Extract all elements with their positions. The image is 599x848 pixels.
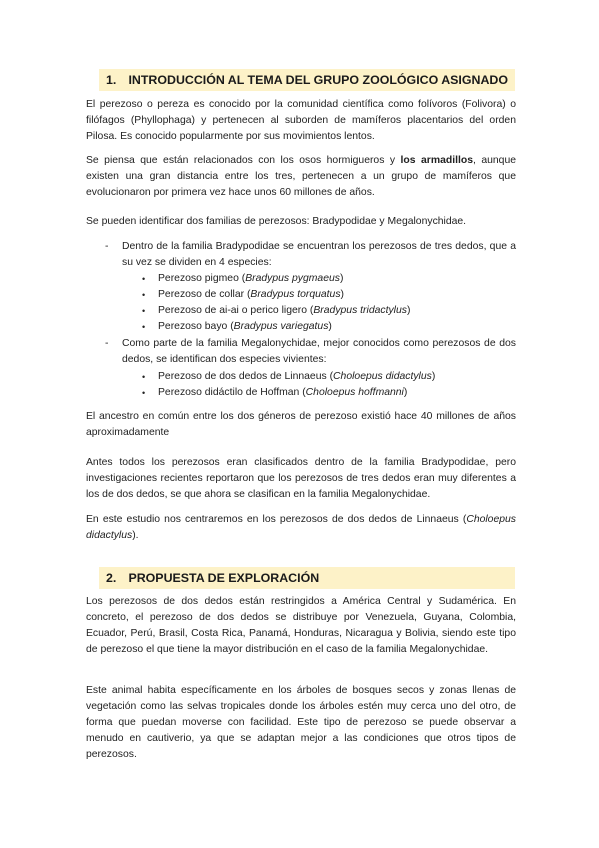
species-name: Perezoso de ai-ai o perico ligero (: [158, 305, 314, 316]
family-item-bradypodidae: [105, 239, 516, 271]
intro-paragraph-2: [86, 153, 516, 201]
list-item: • Perezoso bayo (Bradypus variegatus): [142, 319, 512, 335]
classification-paragraph: Antes todos los perezosos eran clasificados dentro de la familia Bradypodidae, pero investigaciones recientes reportaron que los perezosos de tres dedos eran muy diferentes a los de dos dedos, se que ahora se clasifican en la familia Megalonychidae.: [86, 457, 516, 500]
bullet-marker: •: [142, 290, 146, 300]
distribution-paragraph: Los perezosos de dos dedos están restringidos a América Central y Sudamérica. En concreto, el perezoso de dos dedos se distribuye por Venezuela, Guyana, Colombia, Ecuador, Perú, Brasil, Costa Rica, Panamá, Honduras, Nicaragua y Bolivia, siendo este tipo de perezoso el que tiene la mayor distribución en el caso de la familia Megalonychidae.: [86, 596, 516, 655]
study-focus-scientific-name: Choloepus didactylus: [86, 514, 516, 541]
bullet-marker: •: [142, 372, 146, 382]
families-paragraph: Se pueden identificar dos familias de perezosos: Bradypodidae y Megalonychidae.: [86, 216, 467, 227]
list-item: • Perezoso de dos dedos de Linnaeus (Choloepus didactylus): [142, 369, 512, 385]
bullet-marker: •: [142, 306, 146, 316]
species-name: Perezoso de dos dedos de Linnaeus (: [158, 371, 334, 382]
section-1-heading: [99, 69, 515, 91]
species-scientific-name: Bradypus torquatus: [250, 289, 341, 300]
species-scientific-name: Bradypus variegatus: [233, 321, 329, 332]
list-item: • Perezoso de ai-ai o perico ligero (Bradypus tridactylus): [142, 303, 512, 319]
family-item-megalonychidae: [105, 336, 516, 368]
section-2-heading: [99, 567, 515, 589]
section-2-number: 2.: [106, 571, 117, 585]
section-2-title: PROPUESTA DE EXPLORACIÓN: [128, 571, 320, 585]
species-name: Perezoso pigmeo (: [158, 273, 246, 284]
species-name: Perezoso didáctilo de Hoffman (: [158, 387, 306, 398]
list-item: • Perezoso didáctilo de Hoffman (Choloepus hoffmanni): [142, 385, 512, 401]
list-item: • Perezoso de collar (Bradypus torquatus): [142, 287, 512, 303]
bradypodidae-text: Dentro de la familia Bradypodidae se encuentran los perezosos de tres dedos, que a su vez se dividen en 4 especies:: [122, 241, 516, 268]
bullet-marker: •: [142, 388, 146, 398]
study-focus-text: En este estudio nos centraremos en los perezosos de dos dedos de Linnaeus (: [86, 514, 467, 525]
armadillos-highlight: los armadillos: [400, 155, 473, 166]
bullet-marker: •: [142, 274, 146, 284]
species-scientific-name: Bradypus tridactylus: [313, 305, 407, 316]
dash-marker: -: [105, 338, 109, 349]
intro-paragraph-1: El perezoso o pereza es conocido por la comunidad científica como folívoros (Folivora) o filófagos (Phyllophaga) y pertenecen al suborden de mamíferos placentarios del orden Pilosa. Es conocido popularmente por sus movimientos lentos.: [86, 99, 516, 142]
dash-marker: -: [105, 241, 109, 252]
intro-paragraph-2-end: , aunque existen una gran distancia entre los tres, pertenecen a un grupo de mamíferos que evolucionaron por primera vez hace unos 60 millones de años.: [86, 155, 517, 198]
section-1-number: 1.: [106, 73, 117, 87]
habitat-paragraph: Este animal habita específicamente en los árboles de bosques secos y zonas llenas de vegetación como las selvas tropicales donde los árboles estén muy cerca uno del otro, de forma que puedan moverse con facilidad. Este tipo de perezoso se puede observar a menudo en cautiverio, ya que se adaptan mejor a las condiciones que otros tipos de perezosos.: [86, 685, 516, 760]
intro-paragraph-2-start: Se piensa que están relacionados con los osos hormigueros y: [86, 155, 401, 166]
species-scientific-name: Bradypus pygmaeus: [245, 273, 340, 284]
list-item: • Perezoso pigmeo (Bradypus pygmaeus): [142, 271, 512, 287]
study-focus-paragraph: En este estudio nos centraremos en los perezosos de dos dedos de Linnaeus (Choloepus didactylus).: [86, 514, 516, 541]
species-name: Perezoso bayo (: [158, 321, 234, 332]
ancestor-paragraph: El ancestro en común entre los dos géneros de perezoso existió hace 40 millones de años aproximadamente: [86, 411, 516, 438]
megalonychidae-text: Como parte de la familia Megalonychidae, mejor conocidos como perezosos de dos dedos, se identifican dos especies vivientes:: [122, 338, 516, 365]
species-scientific-name: Choloepus didactylus: [333, 371, 432, 382]
species-name: Perezoso de collar (: [158, 289, 251, 300]
section-1-title: INTRODUCCIÓN AL TEMA DEL GRUPO ZOOLÓGICO ASIGNADO: [128, 73, 508, 87]
bullet-marker: •: [142, 322, 146, 332]
species-scientific-name: Choloepus hoffmanni: [305, 387, 404, 398]
